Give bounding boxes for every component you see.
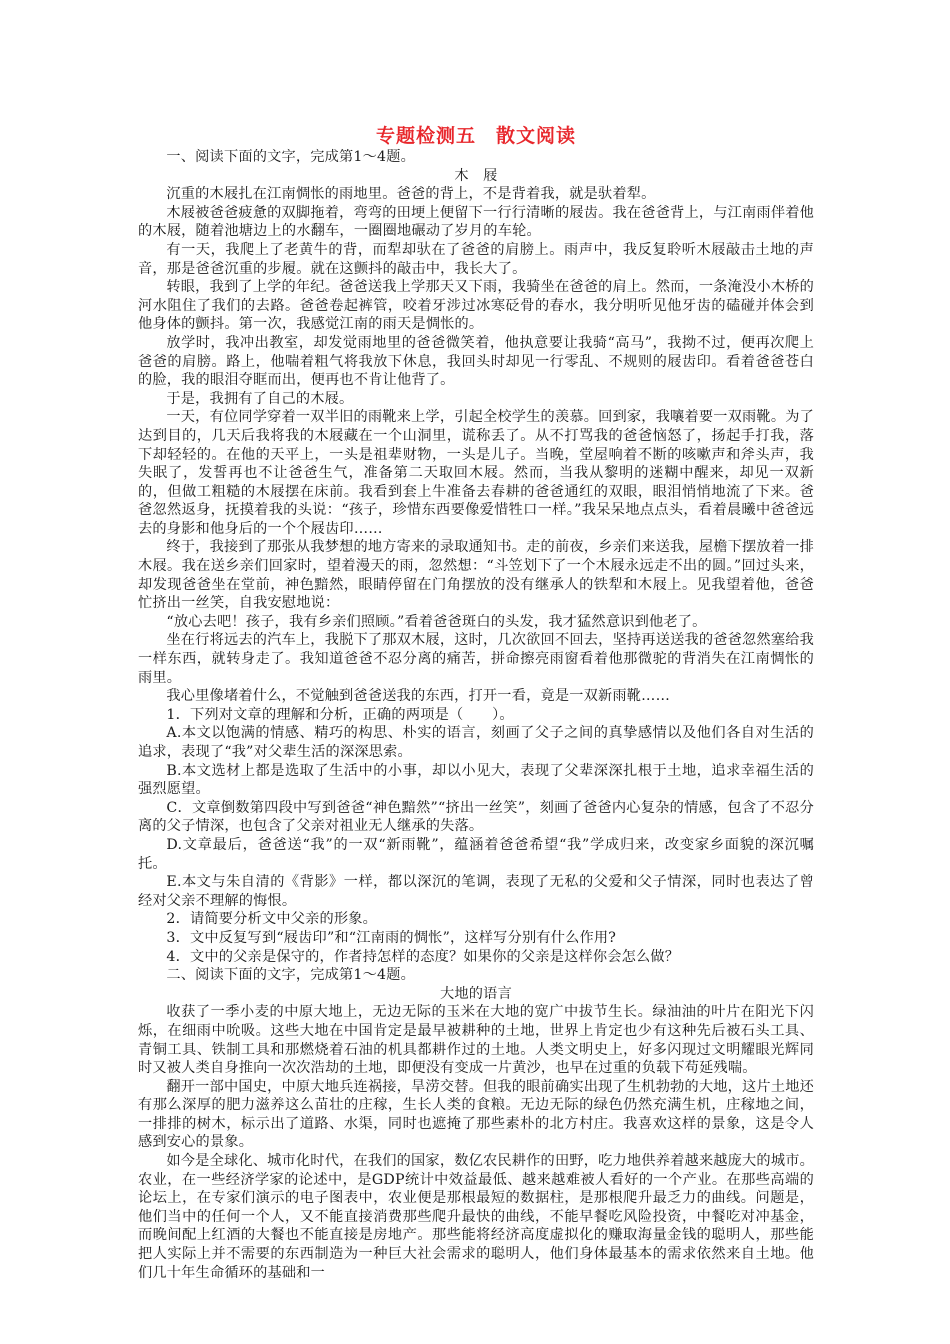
option-a: A.本文以饱满的情感、精巧的构思、朴实的语言，刻画了父子之间的真挚感情以及他们各自对生活的追求，表现了“我”对父辈生活的深深思索。 (138, 725, 814, 760)
question-4: 4．文中的父亲是保守的，作者持怎样的态度？如果你的父亲是这样你会怎么做？ (166, 948, 680, 965)
part1-instruction: 一、阅读下面的文字，完成第1～4题。 (166, 149, 416, 165)
paragraph: 我心里像堵着什么，不觉触到爸爸送我的东西，打开一看，竟是一双新雨靴…… (166, 688, 670, 705)
document-page (138, 124, 814, 1282)
page-title: 专题检测五 散文阅读 (375, 125, 576, 147)
paragraph: 木屐被爸爸疲惫的双脚拖着，弯弯的田埂上便留下一行行清晰的屐齿。我在爸爸背上，与江南雨伴着他的木屐，随着池塘边上的水翻车，一圈圈地碾动了岁月的车轮。 (138, 204, 814, 240)
option-b: B.本文选材上都是选取了生活中的小事，却以小见大，表现了父辈深深扎根于土地，追求幸福生活的强烈愿望。 (138, 762, 814, 798)
paragraph: 沉重的木屐扎在江南惆怅的雨地里。爸爸的背上，不是背着我，就是驮着犁。 (166, 186, 656, 203)
paragraph: 收获了一季小麦的中原大地上，无边无际的玉米在大地的宽广中拔节生长。绿油油的叶片在阳光下闪烁，在细雨中吮吸。这些大地在中国肯定是最早被耕种的土地，世界上肯定也少有这种先后被石头工具、青铜工具、铁制工具和那燃烧着石油的机具都耕作过的土地。人类文明史上，好多闪现过文明耀眼光辉同时又被人类自身推向一次次浩劫的土地，即便没有变成一片黄沙，也早在过重的负载下苟延残喘。 (138, 1004, 814, 1077)
paragraph: 翻开一部中国史，中原大地兵连祸接，旱涝交替。但我的眼前确实出现了生机勃勃的大地，这片土地还有那么深厚的肥力滋养这么苗壮的庄稼，生长人类的食粮。无边无际的绿色仍然充满生机，庄稼地之间，一排排的树木，标示出了道路、水渠，同时也遮掩了那些素朴的北方村庄。我喜欢这样的景象，这是令人感到安心的景象。 (138, 1078, 814, 1151)
option-e: E.本文与朱自清的《背影》一样，都以深沉的笔调，表现了无私的父爱和父子情深，同时也表达了曾经对父亲不理解的悔恨。 (138, 874, 814, 909)
question-2: 2．请简要分析文中父亲的形象。 (166, 911, 378, 928)
paragraph: 有一天，我爬上了老黄牛的背，而犁却驮在了爸爸的肩膀上。雨声中，我反复聆听木屐敲击土地的声音，那是爸爸沉重的步履。就在这颤抖的敲击中，我长大了。 (138, 241, 814, 277)
option-c: C．文章倒数第四段中写到爸爸“神色黯然”“挤出一丝笑”，刻画了爸爸内心复杂的情感，包含了不忍分离的父子情深，也包含了父亲对祖业无人继承的失落。 (138, 799, 814, 835)
part2-instruction: 二、阅读下面的文字，完成第1～4题。 (166, 967, 416, 984)
article-title-dadi: 大地的语言 (440, 985, 512, 1002)
paragraph: 转眼，我到了上学的年纪。爸爸送我上学那天又下雨，我骑坐在爸爸的肩上。然而，一条淹没小木桥的河水阻住了我们的去路。爸爸卷起裤管，咬着牙涉过冰寒砭骨的春水，我分明听见他牙齿的磕碰并体会到他身体的颤抖。第一次，我感觉江南的雨天是惆怅的。 (138, 279, 814, 333)
paragraph: 放学时，我冲出教室，却发觉雨地里的爸爸微笑着，他执意要让我骑“高马”，我拗不过，便再次爬上爸爸的肩膀。路上，他喘着粗气将我放下休息，我回头时却见一行零乱、不规则的屐齿印。看着爸爸苍白的脸，我的眼泪夺眶而出，便再也不肯让他背了。 (138, 334, 814, 389)
option-d: D.文章最后，爸爸送“我”的一双“新雨靴”，蕴涵着爸爸希望“我”学成归来，改变家乡面貌的深沉嘱托。 (138, 836, 814, 872)
paragraph: 一天，有位同学穿着一双半旧的雨靴来上学，引起全校学生的羡慕。回到家，我嚷着要一双雨靴。为了达到目的，几天后我将我的木屐藏在一个山洞里，谎称丢了。从不打骂我的爸爸恼怒了，扬起手打我，落下却轻轻的。在他的天平上，一头是祖辈财物，一头是儿子。当晚，堂屋响着不断的咳嗽声和斧头声，我失眠了，发誓再也不让爸爸生气，准备第二天取回木屐。然而，当我从黎明的迷糊中醒来，却见一双新的，但做工粗糙的木屐摆在床前。我看到套上牛准备去春耕的爸爸通红的双眼，眼泪悄悄地流了下来。爸爸忽然返身，抚摸着我的头说：“孩子，珍惜东西要像爱惜牲口一样。”我呆呆地点点头，看着晨曦中爸爸远去的身影和他身后的一个个屐齿印…… (138, 409, 814, 537)
question-3: 3．文中反复写到“屐齿印”和“江南雨的惆怅”，这样写分别有什么作用? (166, 929, 617, 946)
paragraph: 终于，我接到了那张从我梦想的地方寄来的录取通知书。走的前夜，乡亲们来送我，屋檐下摆放着一排木屐。我在送乡亲们回家时，望着漫天的雨，忽然想：“斗笠划下了一个木屐永远走不出的圆。”回过头来，却发现爸爸坐在堂前，神色黯然，眼睛停留在门角摆放的没有继承人的铁犁和木屐上。见我望着他，爸爸忙挤出一丝笑，自我安慰地说： (138, 539, 814, 612)
paragraph: “放心去吧！孩子，我有乡亲们照顾。”看着爸爸斑白的头发，我才猛然意识到他老了。 (166, 613, 707, 630)
question-1: 1．下列对文章的理解和分析，正确的两项是（ ）。 (166, 706, 514, 723)
article-title-muji: 木 屐 (454, 167, 498, 184)
paragraph: 如今是全球化、城市化时代，在我们的国家，数亿农民耕作的田野，吃力地供养着越来越庞大的城市。农业，在一些经济学家的论述中，是GDP统计中效益最低、越来越难被人看好的一个产业。在那些高端的论坛上，在专家们演示的电子图表中，农业便是那根最短的数据柱，是那根爬升最乏力的曲线。问题是，他们当中的任何一个人，又不能直接消费那些爬升最快的曲线，不能早餐吃风险投资，中餐吃对冲基金，而晚间配上红酒的大餐也不能直接是房地产。那些能将经济高度虚拟化的赚取海量金钱的聪明人，那些能把人实际上并不需要的东西制造为一种巨大社会需求的聪明人，他们身体最基本的需求依然来自土地。他们几十年生命循环的基础和一 (138, 1153, 814, 1281)
paragraph: 于是，我拥有了自己的木屐。 (166, 390, 354, 407)
paragraph: 坐在行将远去的汽车上，我脱下了那双木屐，这时，几次欲回不回去，坚持再送送我的爸爸忽然塞给我一样东西，就转身走了。我知道爸爸不忍分离的痛苦，拼命擦亮雨窗看着他那微驼的背消失在江南惆怅的雨里。 (138, 632, 814, 686)
